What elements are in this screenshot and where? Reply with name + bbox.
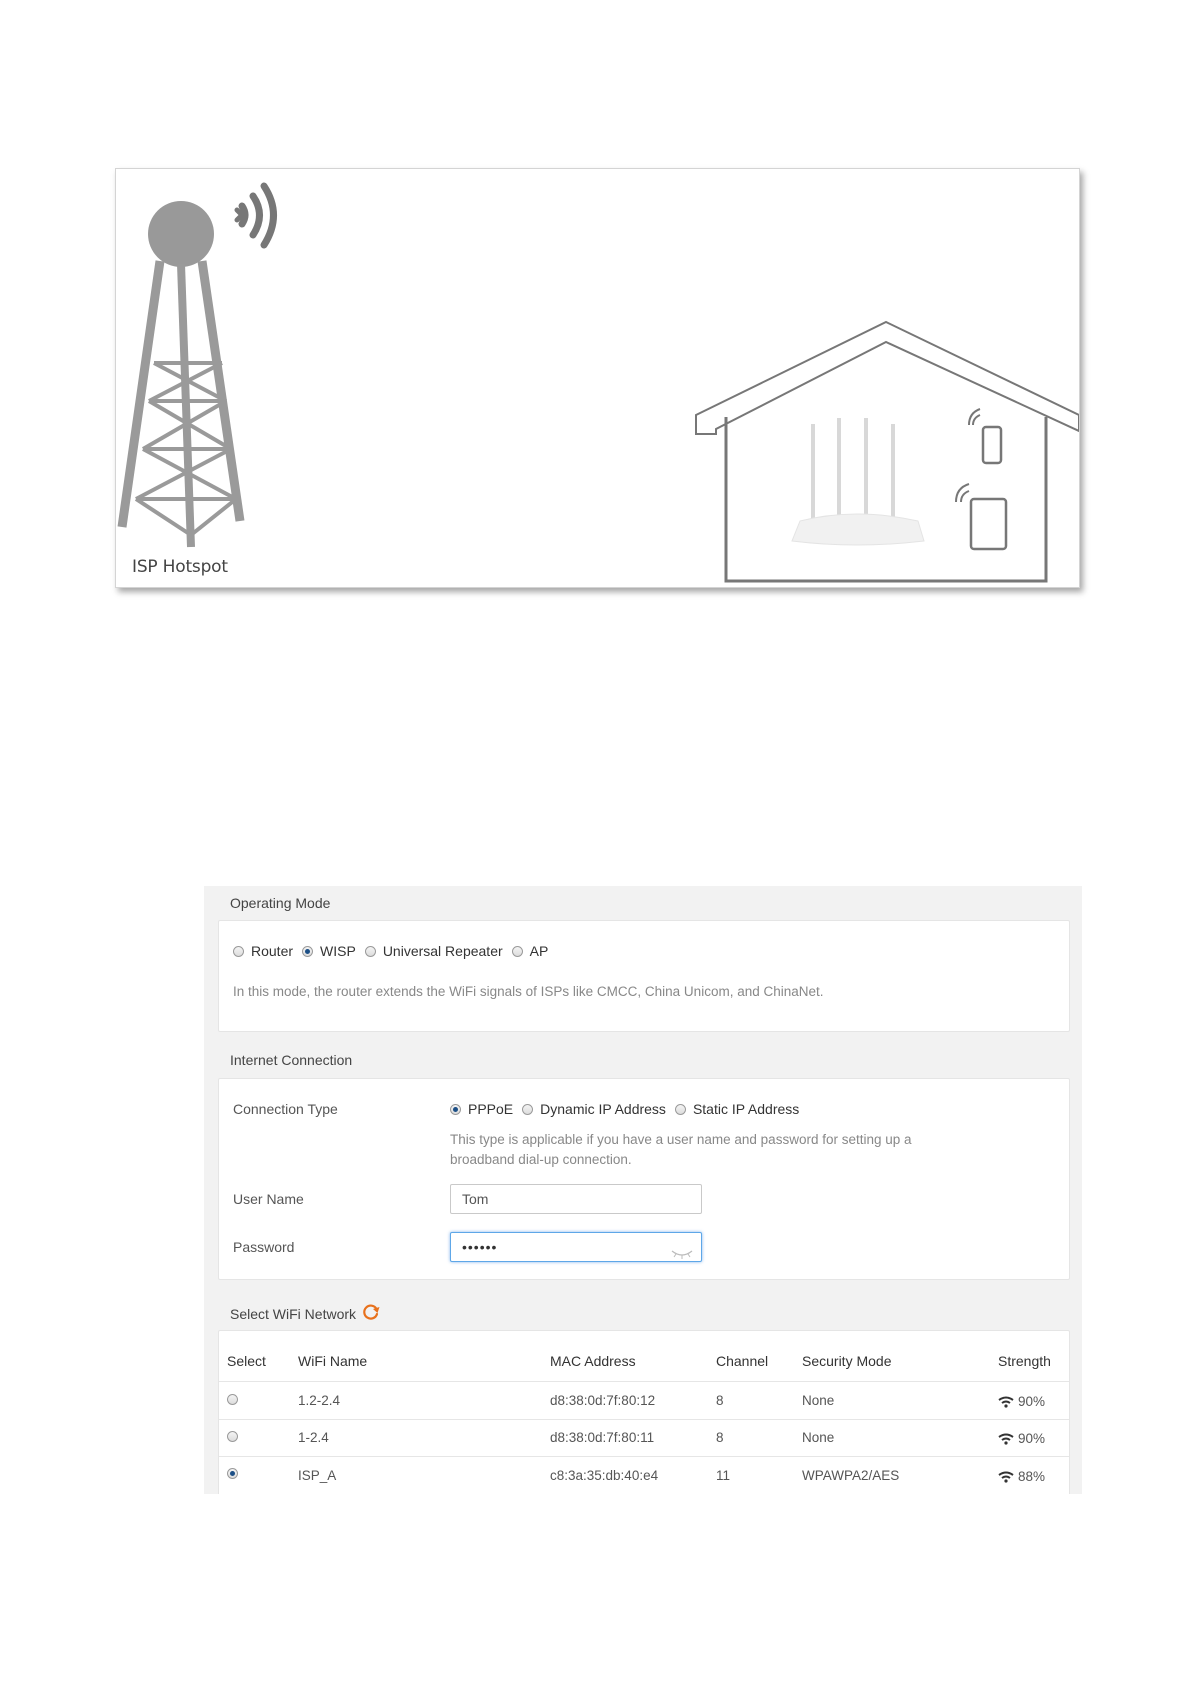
conn-label-dynamic-ip[interactable]: Dynamic IP Address — [540, 1101, 666, 1117]
col-header-wifi-name: WiFi Name — [298, 1353, 368, 1369]
tablet-icon — [956, 484, 1006, 549]
operating-mode-title: Operating Mode — [230, 895, 331, 911]
row-strength-value: 88% — [1018, 1469, 1046, 1484]
header-divider — [219, 1381, 1069, 1382]
operating-mode-card — [218, 920, 1070, 1032]
password-value: •••••• — [462, 1239, 498, 1255]
col-header-security-mode: Security Mode — [802, 1353, 892, 1369]
connection-type-options — [450, 1101, 808, 1117]
connection-type-help — [450, 1130, 912, 1170]
row-mac-address: c8:3a:35:db:40:e4 — [550, 1468, 659, 1483]
row-strength — [998, 1469, 1045, 1484]
wifi-signal-icon — [998, 1471, 1014, 1483]
tower-icon — [122, 201, 240, 547]
mode-label-ap[interactable]: AP — [529, 943, 549, 959]
conn-radio-dynamic-ip[interactable] — [522, 1104, 533, 1115]
col-header-channel: Channel — [716, 1353, 769, 1369]
router-icon — [792, 418, 924, 545]
row-divider — [219, 1456, 1069, 1457]
password-label: Password — [233, 1239, 295, 1255]
password-input[interactable] — [450, 1232, 702, 1262]
internet-connection-title: Internet Connection — [230, 1052, 353, 1068]
isp-hotspot-diagram — [115, 168, 1080, 588]
mode-label-router[interactable]: Router — [251, 943, 294, 959]
row-strength-value: 90% — [1018, 1394, 1046, 1409]
row-channel: 8 — [716, 1430, 724, 1445]
row-select-radio[interactable] — [227, 1431, 238, 1442]
row-channel: 8 — [716, 1393, 724, 1408]
mode-radio-ap[interactable] — [512, 946, 523, 957]
row-select-radio[interactable] — [227, 1394, 238, 1405]
username-value: Tom — [462, 1191, 489, 1207]
row-mac-address: d8:38:0d:7f:80:12 — [550, 1393, 656, 1408]
row-wifi-name: 1-2.4 — [298, 1430, 329, 1445]
refresh-icon[interactable] — [362, 1303, 380, 1324]
operating-mode-options — [233, 943, 557, 959]
operating-mode-description: In this mode, the router extends the WiFi signals of ISPs like CMCC, China Unicom, and ChinaNet. — [233, 984, 824, 999]
mode-label-universal-repeater[interactable]: Universal Repeater — [382, 943, 503, 959]
row-security-mode: WPAWPA2/AES — [802, 1468, 900, 1483]
wifi-network-title: Select WiFi Network — [230, 1305, 357, 1322]
row-strength — [998, 1431, 1045, 1446]
phone-icon — [969, 409, 1001, 463]
col-header-select: Select — [227, 1353, 266, 1369]
diagram-label: ISP Hotspot — [132, 557, 228, 577]
wifi-network-table — [218, 1330, 1070, 1494]
username-label: User Name — [233, 1191, 304, 1207]
conn-label-pppoe[interactable]: PPPoE — [468, 1101, 514, 1117]
conn-radio-pppoe[interactable] — [450, 1104, 461, 1115]
connection-type-label: Connection Type — [233, 1101, 338, 1117]
col-header-strength: Strength — [998, 1353, 1051, 1369]
conn-label-static-ip[interactable]: Static IP Address — [692, 1101, 800, 1117]
wifi-signal-icon — [998, 1396, 1014, 1408]
wisp-settings-panel — [204, 886, 1082, 1494]
row-strength — [998, 1394, 1045, 1409]
diagram-illustration — [116, 169, 1079, 587]
username-input[interactable] — [450, 1184, 702, 1214]
row-security-mode: None — [802, 1430, 835, 1445]
row-strength-value: 90% — [1018, 1431, 1046, 1446]
row-select-radio[interactable] — [227, 1468, 238, 1479]
row-wifi-name: ISP_A — [298, 1468, 337, 1483]
conn-radio-static-ip[interactable] — [675, 1104, 686, 1115]
wifi-network-header — [230, 1303, 380, 1324]
row-divider — [219, 1419, 1069, 1420]
wifi-signal-icon — [998, 1433, 1014, 1445]
row-security-mode: None — [802, 1393, 835, 1408]
connection-type-help-line1: This type is applicable if you have a user name and password for setting up a — [450, 1132, 912, 1147]
mode-radio-wisp[interactable] — [302, 946, 313, 957]
row-mac-address: d8:38:0d:7f:80:11 — [550, 1430, 655, 1445]
col-header-mac-address: MAC Address — [550, 1353, 636, 1369]
eye-closed-icon[interactable] — [671, 1241, 693, 1269]
mode-radio-universal-repeater[interactable] — [365, 946, 376, 957]
row-channel: 11 — [716, 1468, 731, 1483]
mode-radio-router[interactable] — [233, 946, 244, 957]
internet-connection-card — [218, 1078, 1070, 1280]
row-wifi-name: 1.2-2.4 — [298, 1393, 341, 1408]
signal-waves-icon — [237, 186, 274, 245]
connection-type-help-line2: broadband dial-up connection. — [450, 1152, 632, 1167]
mode-label-wisp[interactable]: WISP — [320, 943, 356, 959]
